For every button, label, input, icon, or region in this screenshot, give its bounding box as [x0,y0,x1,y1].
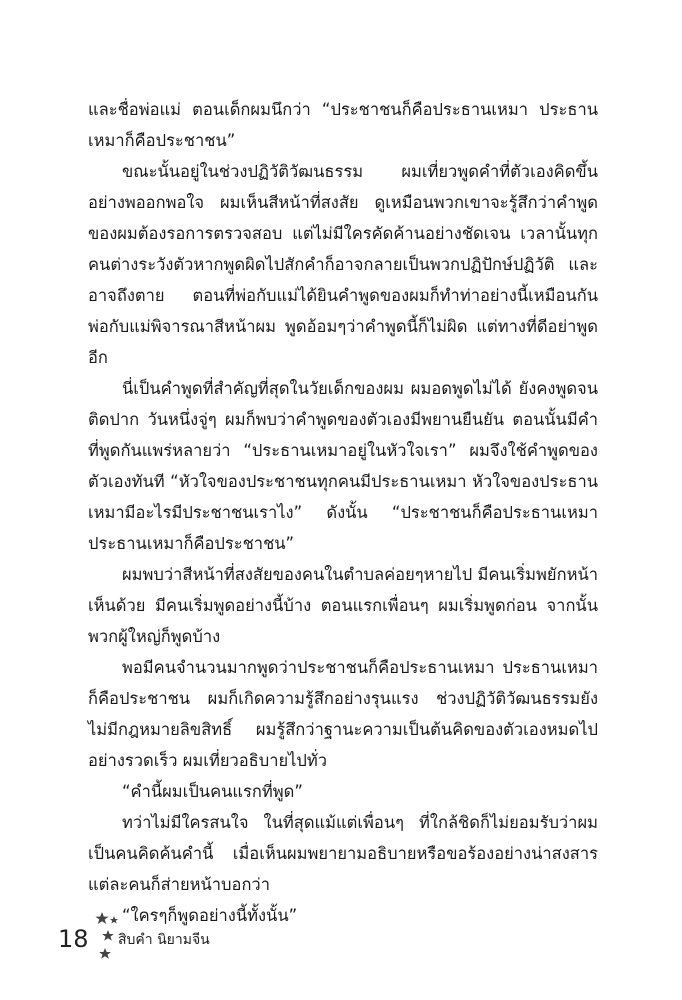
page-body [88,94,598,931]
quote-paragraph: “คำนี้ผมเป็นคนแรกที่พูด” [122,782,303,801]
star-icon [99,948,111,959]
paragraph: พอมีคนจำนวนมากพูดว่าประชาชนก็คือประธานเหมา ประธานเหมาก็คือประชาชน ผมก็เกิดความรู้สึกอย่างรุนแรง ช่วงปฏิวัติวัฒนธรรมยังไม่มีกฎหมายลิขสิทธิ์ ผมรู้สึกว่าฐานะความเป็นต้นคิดของตัวเองหมดไปอย่างรวดเร็ว ผมเที่ยวอธิบายไปทั่ว [88,658,598,770]
paragraph: ขณะนั้นอยู่ในช่วงปฏิวัติวัฒนธรรม ผมเที่ยวพูดคำที่ตัวเองคิดขึ้นอย่างพออกพอใจ ผมเห็นสีหน้าที่สงสัย ดูเหมือนพวกเขาจะรู้สึกว่าคำพูดของผมต้องรอการตรวจสอบ แต่ไม่มีใครคัดค้านอย่างชัดเจน เวลานั้นทุกคนต่างระวังตัวหากพูดผิดไปสักคำก็อาจกลายเป็นพวกปฏิปักษ์ปฏิวัติ และอาจถึงตาย ตอนที่พ่อกับแม่ได้ยินคำพูดของผมก็ทำท่าอย่างนี้เหมือนกัน พ่อกับแม่พิจารณาสีหน้าผม พูดอ้อมๆว่าคำพูดนี้ก็ไม่ผิด แต่ทางที่ดีอย่าพูดอีก [88,162,598,367]
star-cluster-icon [78,912,118,972]
star-icon [102,930,114,941]
paragraph: ทว่าไม่มีใครสนใจ ในที่สุดแม้แต่เพื่อนๆ ที่ใกล้ชิดก็ไม่ยอมรับว่าผมเป็นคนคิดค้นคำนี้ เมื่อเห็นผมพยายามอธิบายหรือขอร้องอย่างน่าสงสาร แต่ละคนก็ส่ายหน้าบอกว่า [88,813,598,894]
star-icon [95,912,108,924]
star-icon [110,916,118,924]
paragraph: นี่เป็นคำพูดที่สำคัญที่สุดในวัยเด็กของผม ผมอดพูดไม่ได้ ยังคงพูดจนติดปาก วันหนึ่งจู่ๆ ผมก็พบว่าคำพูดของตัวเองมีพยานยืนยัน ตอนนั้นมีคำที่พูดกันแพร่หลายว่า “ประธานเหมาอยู่ในหัวใจเรา” ผมจึงใช้คำพูดของตัวเองทันที “หัวใจของประชาชนทุกคนมีประธานเหมา หัวใจของประธานเหมามีอะไรมีประชาชนเราไง” ดังนั้น “ประชาชนก็คือประธานเหมา ประธานเหมาก็คือประชาชน” [88,379,598,553]
page-footer [58,912,318,972]
paragraph: ผมพบว่าสีหน้าที่สงสัยของคนในตำบลค่อยๆหายไป มีคนเริ่มพยักหน้าเห็นด้วย มีคนเริ่มพูดอย่างนี้บ้าง ตอนแรกเพื่อนๆ ผมเริ่มพูดก่อน จากนั้นพวกผู้ใหญ่ก็พูดบ้าง [88,565,598,646]
quote-paragraph: “ใครๆก็พูดอย่างนี้ทั้งนั้น” [122,906,298,925]
page-number: 18 [58,925,89,953]
paragraph: และชื่อพ่อแม่ ตอนเด็กผมนึกว่า “ประชาชนก็คือประธานเหมา ประธานเหมาก็คือประชาชน” [88,100,598,150]
book-credit: สิบคำ นิยามจีน [118,932,210,948]
